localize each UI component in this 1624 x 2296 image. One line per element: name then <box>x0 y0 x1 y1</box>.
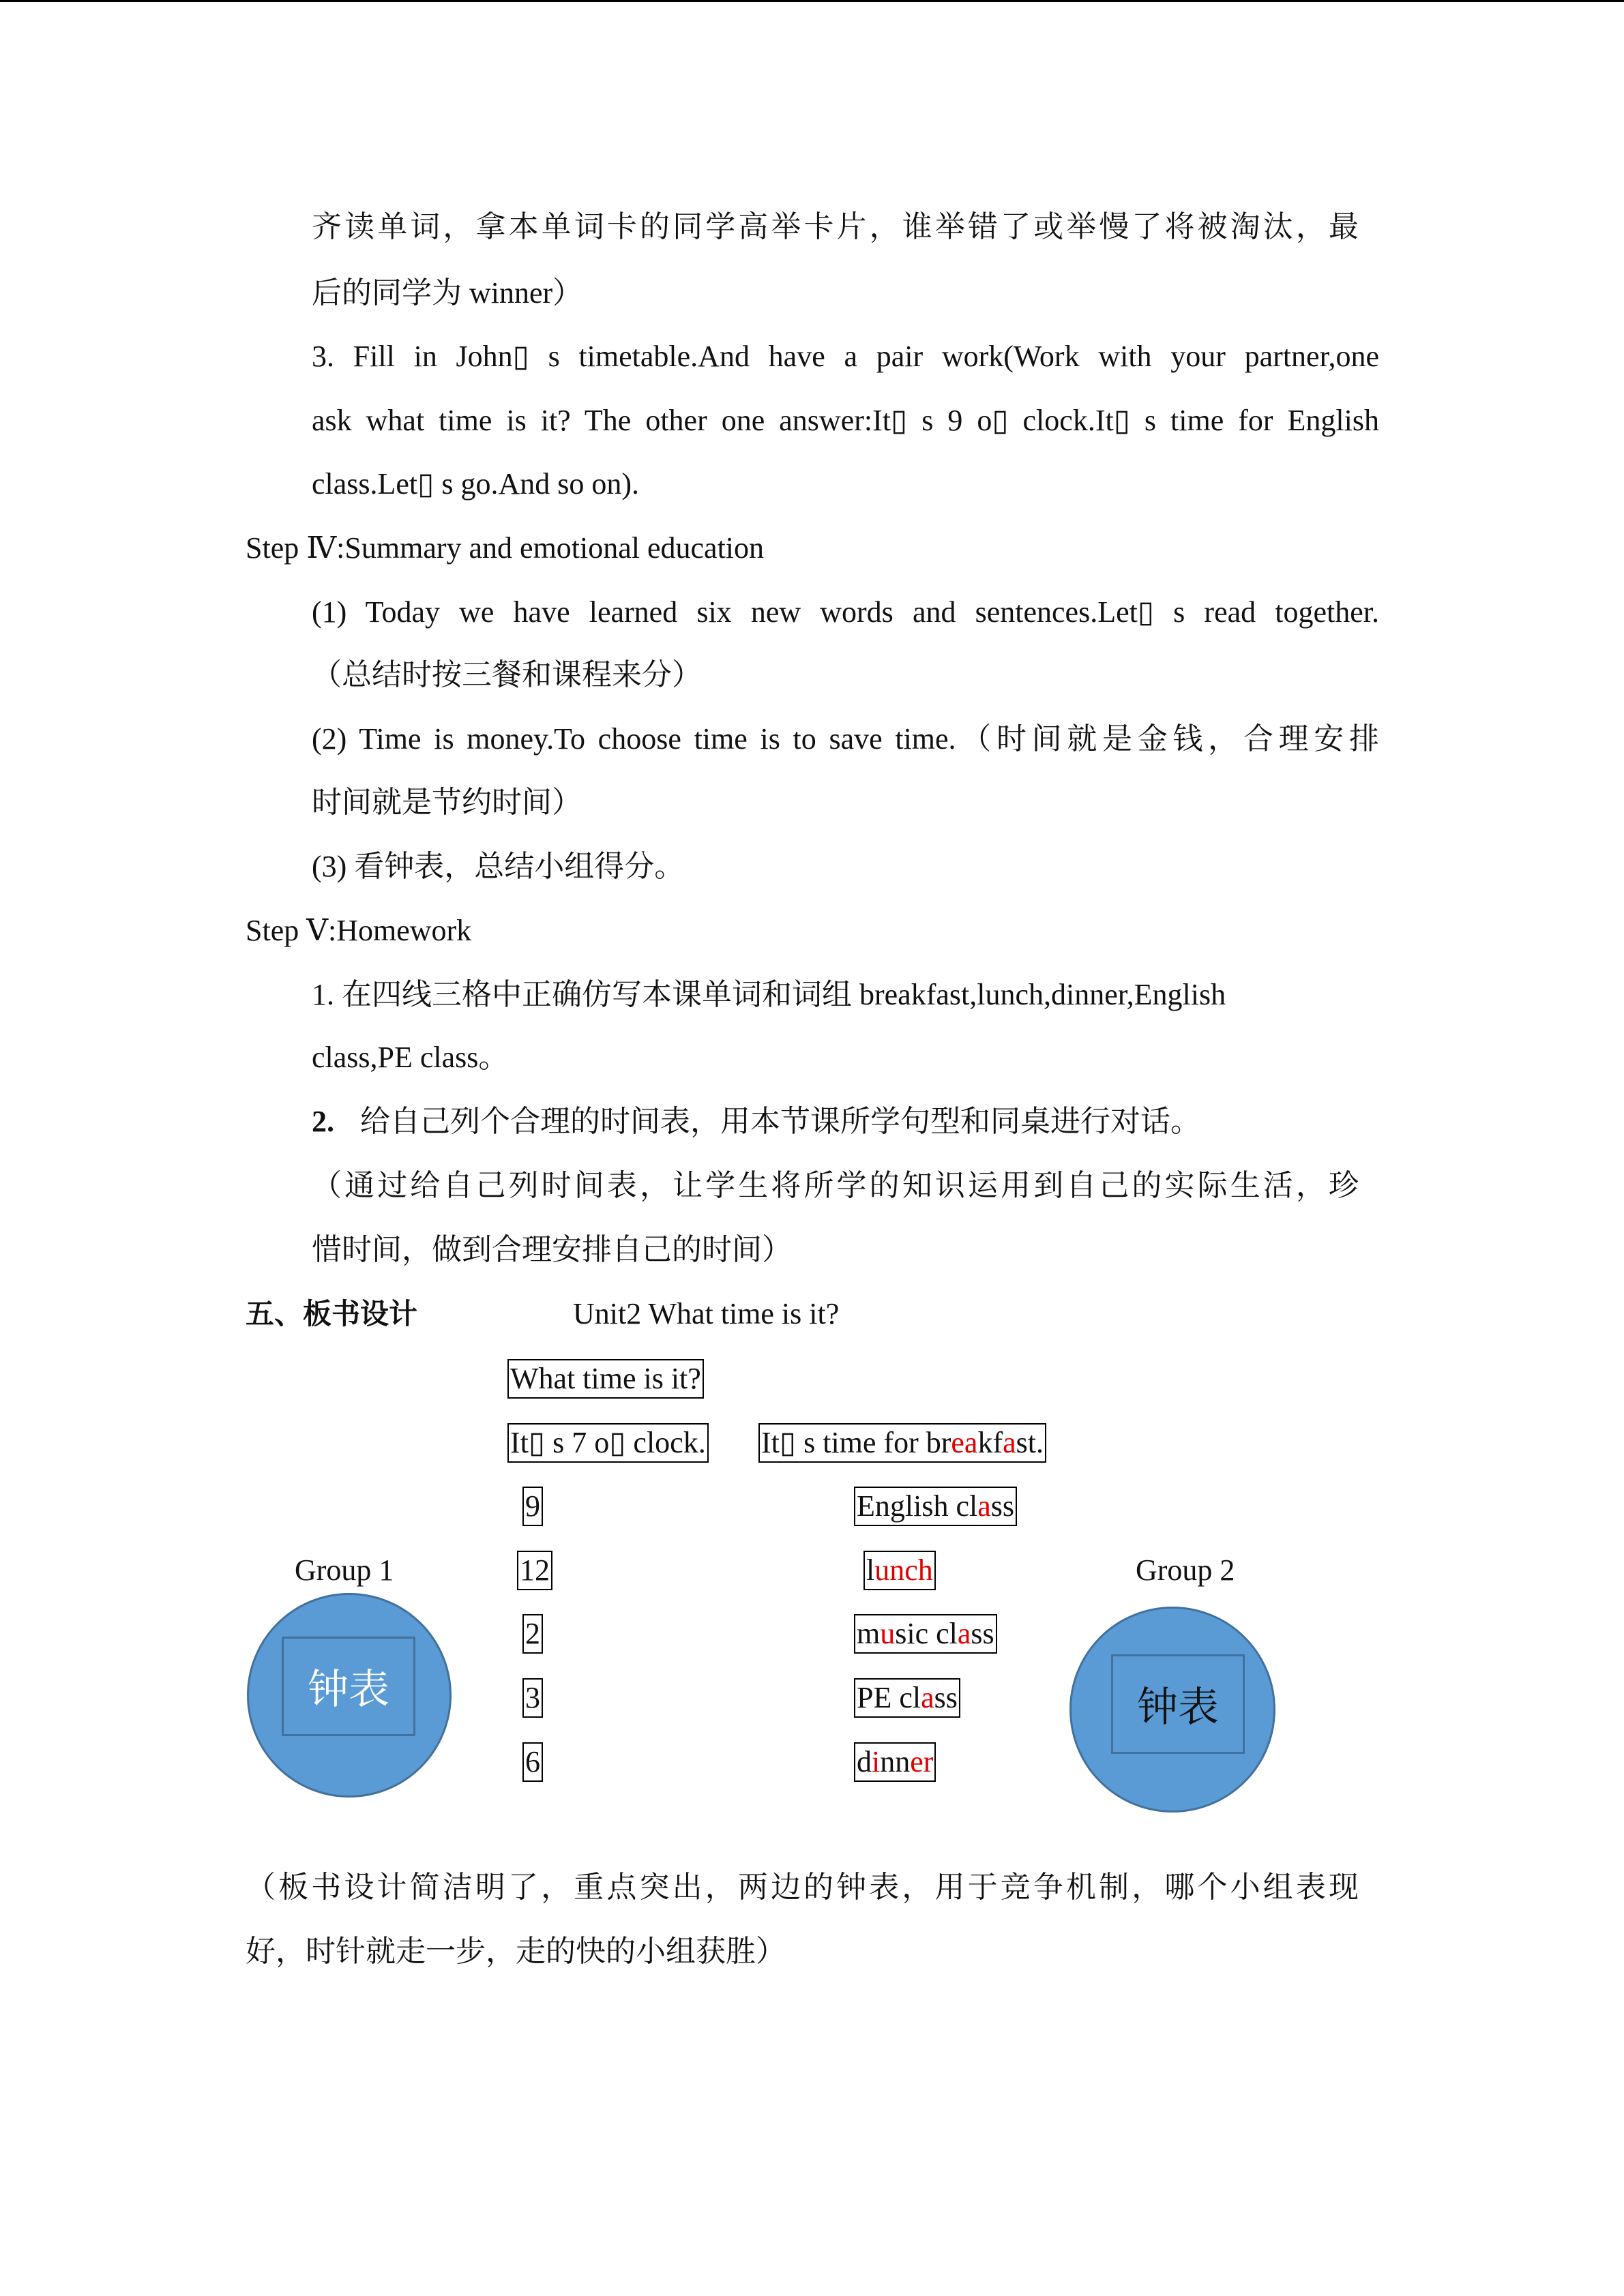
paragraph-line: 时间就是节约时间） <box>312 786 582 819</box>
dinner-box: dinner <box>854 1742 936 1782</box>
time-box: 2 <box>522 1614 543 1654</box>
pe-class-box: PE class <box>854 1678 960 1718</box>
paragraph-line: 给自己列个合理的时间表，用本节课所学句型和同桌进行对话。 <box>360 1105 1200 1138</box>
time-box: 3 <box>522 1678 543 1718</box>
list-number: 2. <box>312 1105 334 1138</box>
step-heading: Step Ⅳ:Summary and emotional education <box>246 531 765 565</box>
sentence-box: It▯ s time for breakfast. <box>758 1423 1046 1463</box>
board-note: 好，时针就走一步，走的快的小组获胜） <box>246 1935 786 1968</box>
paragraph-line: （通过给自己列时间表，让学生将所学的知识运用到自己的实际生活，珍 <box>312 1169 1359 1202</box>
group-2-clock-label: 钟表 <box>1111 1654 1245 1754</box>
group-2-label: Group 2 <box>1136 1553 1235 1587</box>
paragraph-line: (3) 看钟表，总结小组得分。 <box>312 850 685 883</box>
paragraph-line: 1. 在四线三格中正确仿写本课单词和词组 breakfast,lunch,dinner,English <box>312 978 1226 1011</box>
paragraph-line: ask what time is it? The other one answer:It▯ s 9 o▯ clock.It▯ s time for English <box>312 404 1379 437</box>
group-1-clock-label: 钟表 <box>282 1637 415 1736</box>
page-top-border <box>0 0 1624 2</box>
step-heading: Step Ⅴ:Homework <box>246 914 472 947</box>
paragraph-line: class.Let▯ s go.And so on). <box>312 467 640 501</box>
lunch-box: lunch <box>863 1551 936 1590</box>
paragraph-line: (2) Time is money.To choose time is to save time.（时间就是金钱，合理安排 <box>312 722 1379 756</box>
paragraph-line: （总结时按三餐和课程来分） <box>312 658 702 691</box>
music-class-box: music class <box>854 1614 997 1654</box>
board-heading: 五、板书设计 <box>246 1297 418 1330</box>
time-box: 6 <box>522 1742 543 1782</box>
question-box: What time is it? <box>507 1359 704 1399</box>
board-note: （板书设计简洁明了，重点突出，两边的钟表，用于竞争机制，哪个小组表现 <box>246 1870 1359 1904</box>
paragraph-line: 3. Fill in John▯ s timetable.And have a pair work(Work with your partner,one <box>312 340 1379 373</box>
paragraph-line: 惜时间，做到合理安排自己的时间） <box>312 1233 792 1266</box>
english-class-box: English class <box>854 1487 1017 1526</box>
time-box: 9 <box>522 1487 543 1526</box>
paragraph-line: (1) Today we have learned six new words and sentences.Let▯ s read together. <box>312 595 1379 629</box>
group-1-label: Group 1 <box>295 1553 394 1587</box>
paragraph-line: 后的同学为 winner） <box>312 276 583 310</box>
time-box: 12 <box>517 1551 552 1590</box>
answer-box: It▯ s 7 o▯ clock. <box>507 1423 709 1463</box>
paragraph-line: class,PE class。 <box>312 1041 509 1074</box>
board-title: Unit2 What time is it? <box>573 1297 840 1330</box>
paragraph-line: 齐读单词，拿本单词卡的同学高举卡片，谁举错了或举慢了将被淘汰，最 <box>312 210 1359 243</box>
